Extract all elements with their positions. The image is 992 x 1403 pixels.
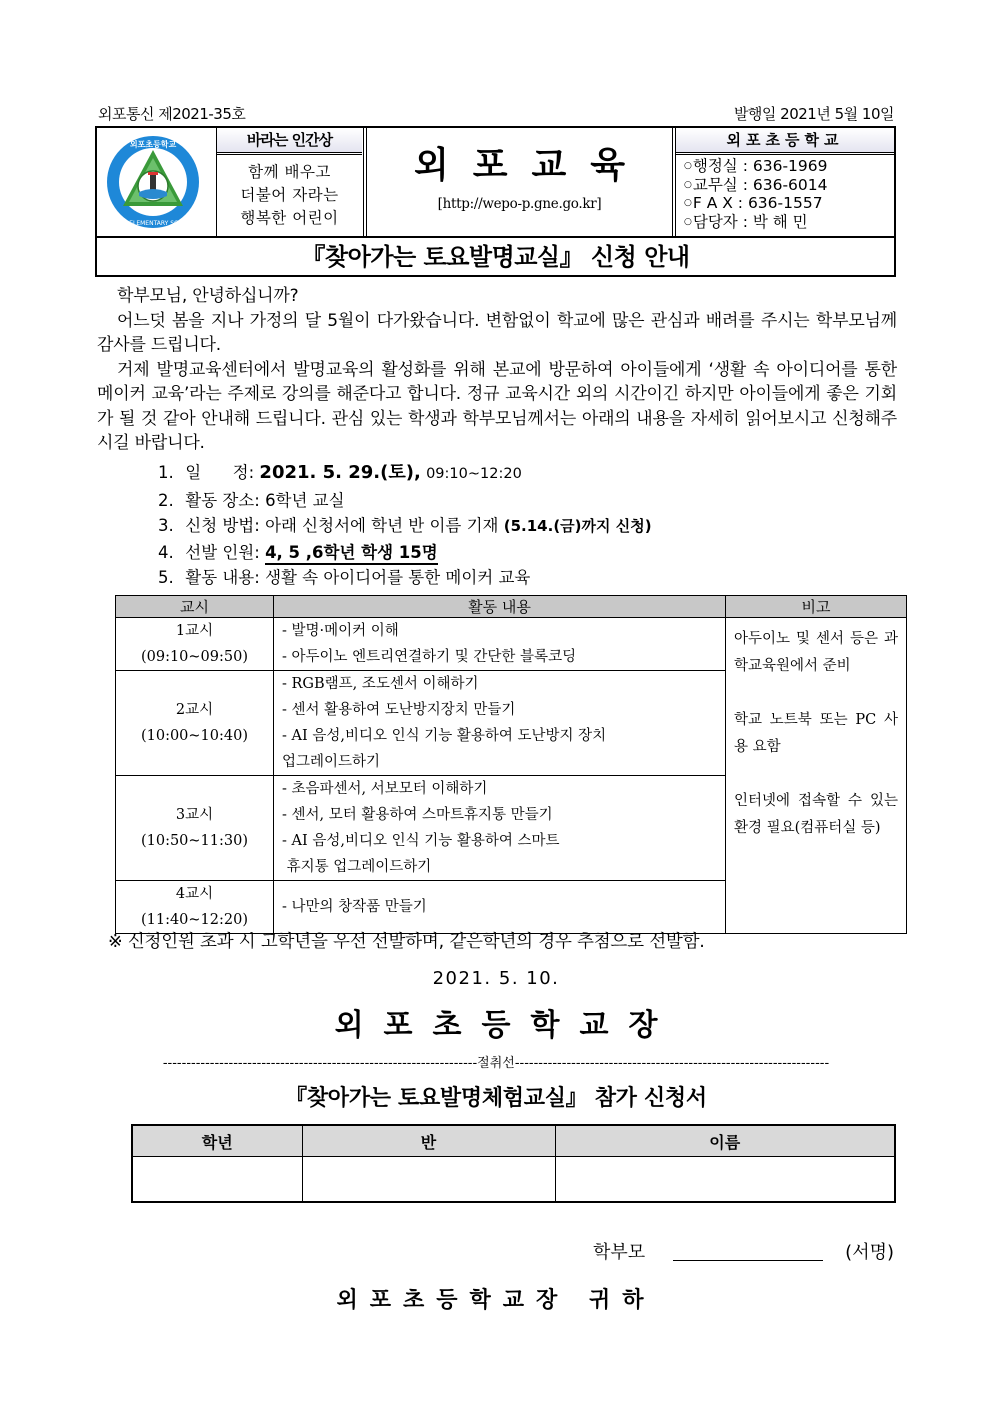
newsletter-title-box — [363, 128, 676, 236]
school-emblem-icon — [97, 128, 216, 236]
school-url[interactable]: [http://wepo-p.gne.go.kr] — [437, 196, 602, 212]
bullet-icon: ○ — [684, 216, 692, 227]
application-form-table — [131, 1124, 896, 1203]
grade-field[interactable] — [132, 1157, 302, 1203]
letter-body — [97, 284, 897, 456]
detail-list — [158, 460, 652, 591]
selection-notice: ※ 신청인원 초과 시 고학년을 우선 선발하며, 같은학년의 경우 추첨으로 선발함. — [108, 932, 705, 952]
table-header-row — [132, 1125, 895, 1157]
paragraph: 어느덧 봄을 지나 가정의 달 5월이 다가왔습니다. 변함없이 학교에 많은 관심과 배려를 주시는 학부모님께 감사를 드립니다. — [97, 310, 897, 355]
addressee: 외포초등학교장 귀하 — [336, 1288, 656, 1313]
class-field[interactable] — [302, 1157, 555, 1203]
publish-date: 발행일 2021년 5월 10일 — [733, 105, 894, 123]
contact-row: ○F A X : 636-1557 — [684, 194, 823, 212]
column-header: 비고 — [726, 596, 907, 618]
detail-item-capacity: 4. 선발 인원: 4, 5 ,6학년 학생 15명 — [158, 540, 652, 566]
notice-title: 『찾아가는 토요발명교실』 신청 안내 — [301, 243, 690, 271]
contact-box — [676, 128, 894, 236]
bullet-icon: ○ — [684, 198, 692, 208]
parent-signature — [593, 1238, 894, 1264]
name-field[interactable] — [555, 1157, 895, 1203]
table-row: 3교시 (10:50~11:30) - 초음파센서, 서보모터 이해하기 - 센서, 모터 활용하여 스마트휴지통 만들기 - AI 음성,비디오 인식 기능 활용하여 스마트 휴지통 업그레이드하기 — [116, 776, 907, 881]
ideal-line: 함께 배우고 — [248, 163, 331, 181]
issue-number: 외포통신 제2021-35호 — [98, 105, 246, 123]
bullet-icon: ○ — [684, 161, 692, 171]
ideal-line: 행복한 어린이 — [240, 209, 339, 227]
column-header-name: 이름 — [555, 1125, 895, 1157]
bullet-icon: ○ — [684, 179, 692, 190]
issue-date: 2021. 5. 10. — [432, 968, 560, 989]
ideal-heading: 바라는 인간상 — [217, 128, 362, 155]
column-header: 교시 — [116, 596, 274, 618]
ideal-student-box — [217, 128, 362, 236]
principal-signature: 외포초등학교장 — [334, 1008, 678, 1043]
column-header-class: 반 — [302, 1125, 555, 1157]
table-row — [132, 1157, 895, 1203]
svg-text:* 외포초등학교 *: * 외포초등학교 * — [122, 140, 184, 149]
school-logo — [97, 128, 217, 236]
detail-item-content: 5. 활동 내용: 생활 속 아이디어를 통한 메이커 교육 — [158, 568, 531, 587]
cut-line: -------------------------------------------------------------------절취선------------------------------------------------------------------- — [162, 1056, 830, 1071]
signature-label: 학부모 — [593, 1242, 646, 1263]
contact-row: ○담당자 : 박 해 민 — [684, 212, 808, 231]
cut-line-label: 절취선 — [477, 1056, 515, 1071]
masthead — [95, 126, 896, 277]
detail-item-method: 3. 신청 방법: 아래 신청서에 학년 반 이름 기재 (5.14.(금)까지 신청) — [158, 516, 652, 535]
newsletter-title: 외포교육 — [413, 145, 650, 186]
contact-row: ○행정실 : 636-1969 — [684, 157, 828, 175]
ideal-line: 더불어 자라는 — [240, 186, 339, 204]
school-name-heading: 외포초등학교 — [676, 128, 894, 155]
table-header-row — [116, 596, 907, 618]
svg-text:OEPO ELEMENTARY SCHOOL: OEPO ELEMENTARY SCHOOL — [110, 220, 196, 227]
signature-line[interactable] — [673, 1260, 823, 1261]
contact-row: ○교무실 : 636-6014 — [684, 175, 828, 194]
detail-item-place: 2. 활동 장소: 6학년 교실 — [158, 490, 345, 510]
schedule-table — [115, 595, 907, 934]
column-header: 활동 내용 — [274, 596, 726, 618]
signature-suffix: (서명) — [845, 1242, 894, 1263]
table-row: 1교시 (09:10~09:50) - 발명·메이커 이해 - 아두이노 엔트리연결하기 및 간단한 블록코딩 아두이노 및 센서 등은 과학교육원에서 준비 학교 노트북 또는 PC 사용 요함 인터넷에 접속할 수 있는 환경 필요(컴퓨터실 등) — [116, 618, 907, 671]
column-header-grade: 학년 — [132, 1125, 302, 1157]
paragraph: 거제 발명교육센터에서 발명교육의 활성화를 위해 본교에 방문하여 아이들에게 ‘생활 속 아이디어를 통한 메이커 교육’라는 주제로 강의를 해준다고 합니다. 정규 교육시간 외의 시간이긴 하지만 아이들에게 좋은 기회가 될 것 같아 안내해 드립니다. 관심 있는 학생과 학부모님께서는 아래의 내용을 자세히 읽어보시고 신청해주시길 바랍니다. — [97, 359, 897, 453]
detail-item-date: 1. 일 정: 2021. 5. 29.(토), 09:10~12:20 — [158, 462, 522, 483]
table-row: 2교시 (10:00~10:40) - RGB램프, 조도센서 이해하기 - 센서 활용하여 도난방지장치 만들기 - AI 음성,비디오 인식 기능 활용하여 도난방지 장치 업그레이드하기 — [116, 671, 907, 776]
table-row: 4교시 (11:40~12:20) - 나만의 창작품 만들기 — [116, 881, 907, 934]
application-title: 『찾아가는 토요발명체험교실』 참가 신청서 — [285, 1086, 707, 1111]
greeting: 학부모님, 안녕하십니까? — [117, 286, 299, 306]
notes-cell: 아두이노 및 센서 등은 과학교육원에서 준비 학교 노트북 또는 PC 사용 요함 인터넷에 접속할 수 있는 환경 필요(컴퓨터실 등) — [726, 618, 907, 934]
